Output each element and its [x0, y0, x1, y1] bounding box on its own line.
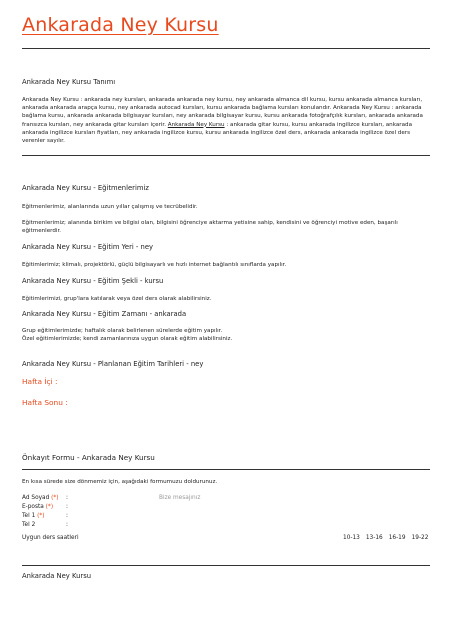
field-tel1[interactable] — [22, 513, 45, 519]
hafta-sonu-label: Hafta Sonu : — [22, 398, 68, 407]
field-tel2[interactable] — [22, 522, 35, 528]
field-label: Tel 2 — [22, 522, 36, 528]
field-colon: : — [66, 504, 68, 510]
hour-option[interactable]: 19-22 — [411, 535, 429, 541]
message-input[interactable]: Bize mesajınız — [159, 495, 201, 501]
hour-option[interactable]: 16-19 — [388, 535, 406, 541]
tanim-heading: Ankarada Ney Kursu Tanımı — [22, 78, 116, 86]
tanim-paragraph — [22, 96, 432, 145]
field-ad-soyad[interactable] — [22, 495, 59, 501]
yer-heading: Ankarada Ney Kursu - Eğitim Yeri - ney — [22, 243, 154, 251]
field-colon: : — [66, 522, 68, 528]
required-mark: (*) — [51, 495, 59, 501]
egitmenler-p2: Eğitmenlerimiz; alanında birikim ve bilgisi olan, bilgisini öğrenciye aktarma yetisine sahip, kendisini ve öğrenciyi motive eden, başarılı eğitmenlerdir. — [22, 220, 398, 235]
zaman-p1: Grup eğitimlerimizde; haftalık olarak belirlenen sürelerde eğitim yapılır. — [22, 328, 223, 334]
hour-option[interactable]: 10-13 — [343, 535, 360, 541]
divider — [22, 155, 430, 156]
field-label: Ad Soyad — [22, 495, 50, 501]
tanim-link[interactable]: Ankarada Ney Kursu — [167, 121, 225, 128]
hours-label: Uygun ders saatleri — [22, 535, 79, 541]
egitmenler-p1: Eğitmenlerimiz, alanlarında uzun yıllar çalışmış ve tecrübelidir. — [22, 204, 198, 210]
divider — [22, 48, 430, 49]
zaman-heading: Ankarada Ney Kursu - Eğitim Zamanı - ankarada — [22, 310, 187, 318]
form-intro: En kısa sürede size dönmemiz için, aşağıdaki formumuzu doldurunuz. — [22, 479, 218, 485]
hours-options — [343, 535, 428, 541]
required-mark: (*) — [45, 504, 54, 510]
hafta-ici-label: Hafta İçi : — [22, 377, 58, 386]
footer-title: Ankarada Ney Kursu — [22, 572, 92, 580]
egitmenler-heading: Ankarada Ney Kursu - Eğitmenlerimiz — [22, 184, 149, 192]
divider — [22, 469, 430, 470]
page-title: Ankarada Ney Kursu — [22, 14, 219, 36]
plan-heading: Ankarada Ney Kursu - Planlanan Eğitim Tarihleri - ney — [22, 360, 204, 368]
sekil-p1: Eğitimlerimizi, grup'lara katılarak veya özel ders olarak alabilirsiniz. — [22, 296, 212, 302]
required-mark: (*) — [37, 513, 45, 519]
form-heading: Önkayıt Formu - Ankarada Ney Kursu — [22, 453, 155, 462]
tanim-text-2: : ankarada gitar kursu, kursu ankarada ingilizce kursları, ankarada ankarada ingilizce kursları fiyatları, ney ankarada ingilizce kursu, kursu ankarada ingilizce özel ders, ankarada ankarada ingilizce özel ders verenler sayılır. — [22, 121, 412, 145]
field-eposta[interactable] — [22, 504, 53, 510]
field-label: E-posta — [22, 504, 44, 510]
field-colon: : — [66, 495, 68, 501]
field-label: Tel 1 — [22, 513, 36, 519]
zaman-p2: Özel eğitimlerimizde; kendi zamanlarınıza uygun olarak eğitim alabilirsiniz. — [22, 336, 233, 342]
hour-option[interactable]: 13-16 — [365, 535, 383, 541]
yer-p1: Eğitimlerimiz; klimalı, projektörlü, güçlü bilgisayarlı ve hızlı internet bağlantılı sınıflarda yapılır. — [22, 262, 287, 268]
field-colon: : — [66, 513, 68, 519]
sekil-heading: Ankarada Ney Kursu - Eğitim Şekli - kursu — [22, 277, 164, 285]
tanim-text-1: Ankarada Ney Kursu : ankarada ney kursları, ankarada ankarada ney kursu, ney ankarada almanca dil kursu, kursu ankarada almanca kursları, ankarada ankarada arapça kursu, ney ankarada autocad kursları, kursu ankarada bağlama kursları konulandır. Ankarada Ney Kursu : ankarada bağlama kursu, ankarada ankarada bilgisayar kursları, ney ankarada bilgisayar kursu, kursu ankarada fotoğrafçılık kursları, ankarada ankarada fransızca kursları, ney ankarada gitar kursları içerir. — [22, 97, 423, 128]
divider — [22, 565, 430, 566]
